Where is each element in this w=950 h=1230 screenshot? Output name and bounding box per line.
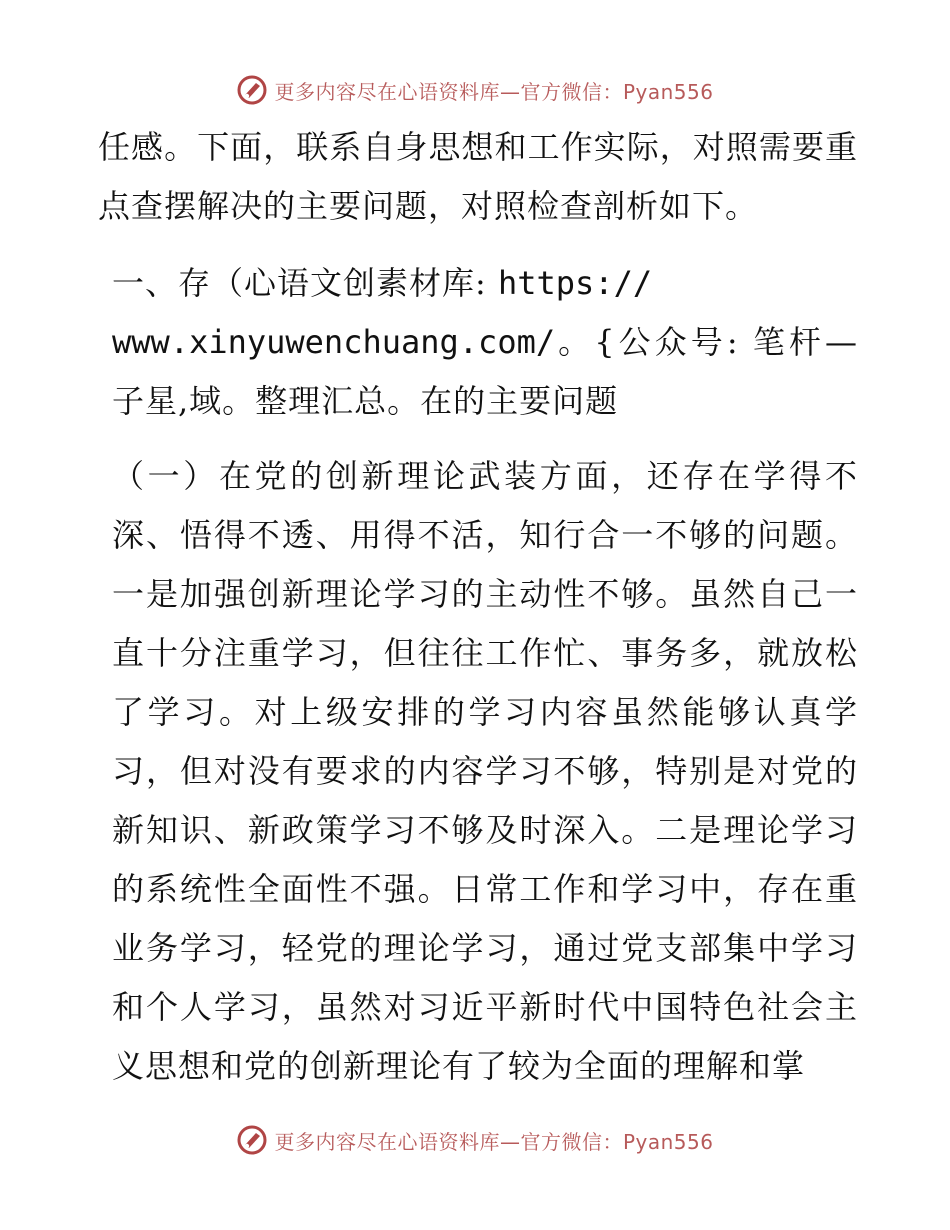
subsection-one-paragraph: （一）在党的创新理论武装方面，还存在学得不深、悟得不透、用得不活，知行合一不够的问题。一是加强创新理论学习的主动性不够。虽然自己一直十分注重学习，但往往工作忙、事务多，就放松了学习。对上级安排的学习内容虽然能够认真学习，但对没有要求的内容学习不够，特别是对党的新知识、新政策学习不够及时深入。二是理论学习的系统性全面性不强。日常工作和学习中，存在重业务学习，轻党的理论学习，通过党支部集中学习和个人学习，虽然对习近平新时代中国特色社会主义思想和党的创新理论有了较为全面的理解和掌 — [112, 457, 858, 1085]
section-heading-suffix: 。{公众号: 笔杆—子星,域。整理汇总。在的主要问题 — [112, 323, 858, 420]
source-url-host: www.xinyuwenchuang.com/ — [112, 323, 556, 361]
watermark-logo-icon — [236, 74, 268, 106]
document-body — [98, 118, 858, 1096]
watermark-logo-icon — [236, 1124, 268, 1156]
intro-paragraph: 任感。下面，联系自身思想和工作实际，对照需要重点查摆解决的主要问题，对照检查剖析如下。 — [98, 128, 858, 225]
section-heading-one — [98, 254, 858, 431]
watermark-text: 更多内容尽在心语资料库—官方微信：Pyan556 — [274, 79, 714, 104]
header-watermark — [0, 70, 950, 110]
section-heading-prefix: 一、存（心语文创素材库: — [112, 264, 498, 302]
footer-watermark — [0, 1120, 950, 1160]
source-url-scheme: https:// — [497, 264, 653, 302]
watermark-text: 更多内容尽在心语资料库—官方微信：Pyan556 — [274, 1129, 714, 1154]
